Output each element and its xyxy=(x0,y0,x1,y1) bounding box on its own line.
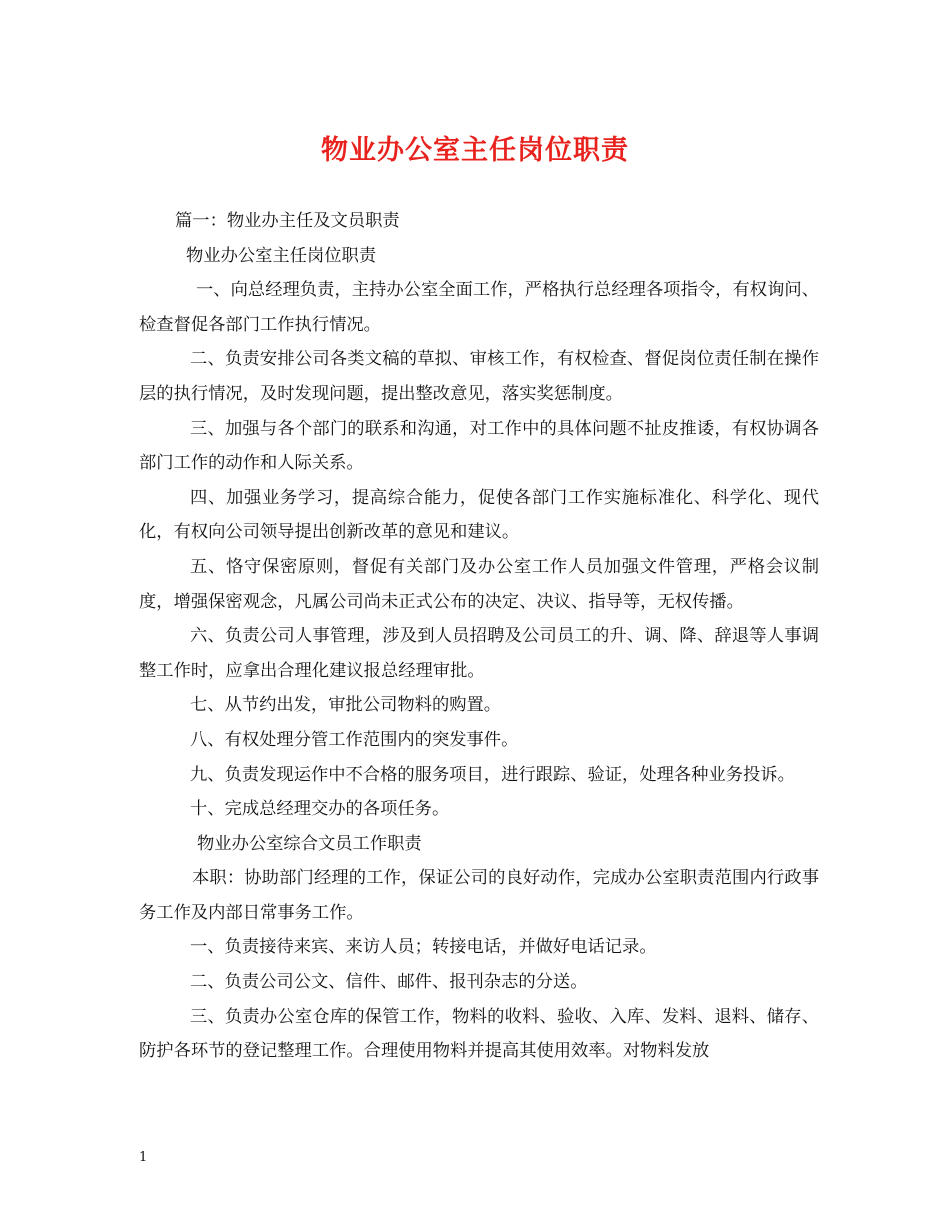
page-number: 1 xyxy=(139,1150,148,1165)
paragraph: 十、完成总经理交办的各项任务。 xyxy=(190,799,450,820)
paragraph: 七、从节约出发，审批公司物料的购置。 xyxy=(190,695,502,716)
paragraph: 二、负责安排公司各类文稿的草拟、审核工作，有权检查、督促岗位责任制在操作层的执行情况，及时发现问题，提出整改意见，落实奖惩制度。 xyxy=(139,349,819,404)
document-body xyxy=(139,204,819,1069)
paragraph: 五、恪守保密原则，督促有关部门及办公室工作人员加强文件管理，严格会议制度，增强保密观念，凡属公司尚未正式公布的决定、决议、指导等，无权传播。 xyxy=(139,556,819,612)
paragraph: 二、负责公司公文、信件、邮件、报刊杂志的分送。 xyxy=(190,972,588,993)
paragraph: 三、负责办公室仓库的保管工作，物料的收料、验收、入库、发料、退料、储存、防护各环节的登记整理工作。合理使用物料并提高其使用效率。对物料发放 xyxy=(139,1006,819,1062)
subsection-heading: 物业办公室综合文员工作职责 xyxy=(197,833,422,854)
paragraph: 本职：协助部门经理的工作，保证公司的良好动作，完成办公室职责范围内行政事务工作及内部日常事务工作。 xyxy=(139,868,819,923)
paragraph: 一、向总经理负责，主持办公室全面工作，严格执行总经理各项指令，有权询问、检查督促各部门工作执行情况。 xyxy=(139,280,819,335)
paragraph: 八、有权处理分管工作范围内的突发事件。 xyxy=(190,729,519,750)
subsection-heading: 物业办公室主任岗位职责 xyxy=(186,245,377,266)
section-heading: 篇一：物业办主任及文员职责 xyxy=(175,211,400,231)
paragraph: 六、负责公司人事管理，涉及到人员招聘及公司员工的升、调、降、辞退等人事调整工作时，应拿出合理化建议报总经理审批。 xyxy=(139,626,819,681)
document-title: 物业办公室主任岗位职责 xyxy=(321,135,629,166)
paragraph: 一、负责接待来宾、来访人员；转接电话，并做好电话记录。 xyxy=(190,937,657,958)
paragraph: 九、负责发现运作中不合格的服务项目，进行跟踪、验证，处理各种业务投诉。 xyxy=(190,764,795,785)
paragraph: 三、加强与各个部门的联系和沟通，对工作中的具体问题不扯皮推诿，有权协调各部门工作的动作和人际关系。 xyxy=(139,418,819,474)
paragraph: 四、加强业务学习，提高综合能力，促使各部门工作实施标准化、科学化、现代化，有权向公司领导提出创新改革的意见和建议。 xyxy=(139,487,819,543)
